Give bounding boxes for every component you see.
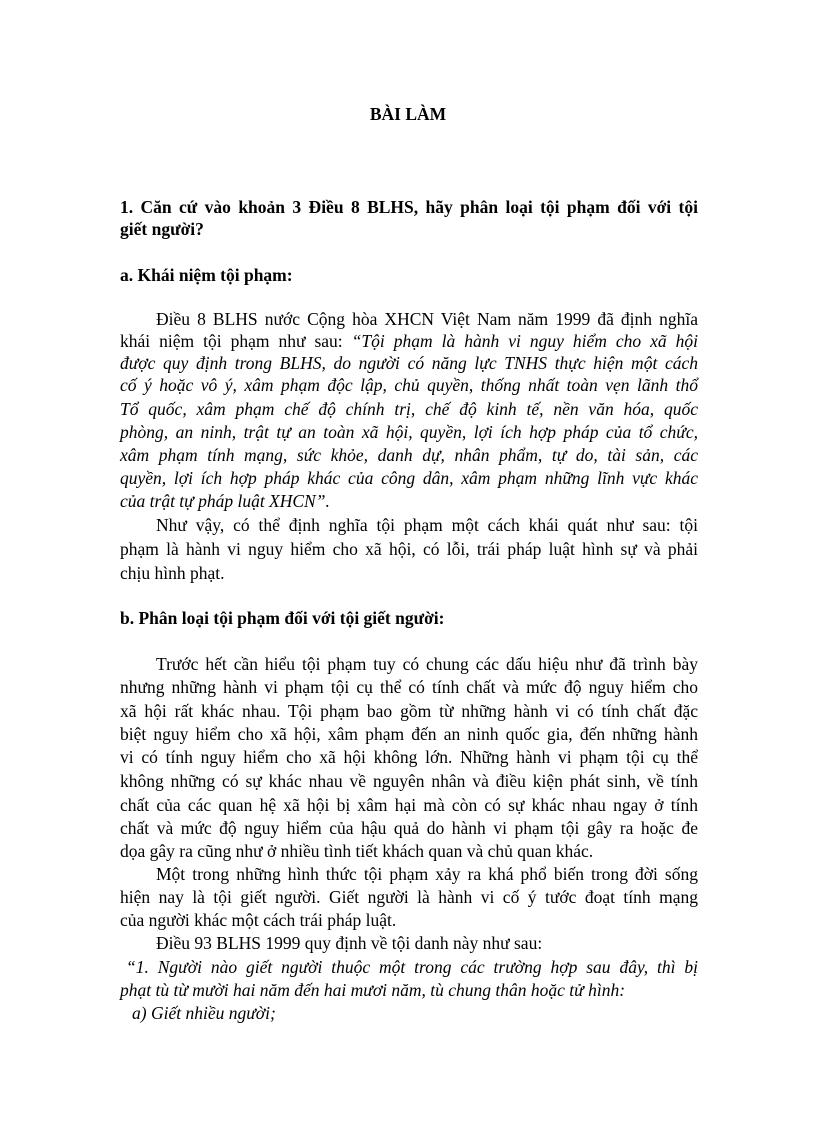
sec-b-p1-line-1: Trước hết cần hiểu tội phạm tuy có chung các dấu hiệu như đã trình bày — [156, 654, 698, 674]
sec-a-p1-line-1: Điều 8 BLHS nước Cộng hòa XHCN Việt Nam năm 1999 đã định nghĩa — [156, 309, 698, 329]
sec-b-p1-line-5: vi có tính nguy hiểm cho xã hội không lớn. Những hành vi phạm tội cụ thể — [120, 747, 698, 767]
sec-b-p1-line-8: chất và mức độ nguy hiểm của hậu quả do hành vi phạm tội gây ra hoặc đe — [120, 818, 698, 838]
sec-b-p1-line-6: không những có sự khác nhau về nguyên nhân và điều kiện phát sinh, về tính — [120, 771, 698, 791]
sec-b-p1-line-9: dọa gây ra cũng như ở nhiều tình tiết khách quan và chủ quan khác. — [120, 841, 594, 861]
sec-a-p2-line-3: chịu hình phạt. — [120, 563, 225, 583]
quote-line-2: phạt tù từ mười hai năm đến hai mươi năm, tù chung thân hoặc tử hình: — [120, 980, 626, 1000]
sec-a-p1-line-5: Tổ quốc, xâm phạm chế độ chính trị, chế độ kinh tế, nền văn hóa, quốc — [120, 399, 698, 419]
sec-a-p2-line-2: phạm là hành vi nguy hiểm cho xã hội, có lỗi, trái pháp luật hình sự và phải — [120, 539, 698, 559]
sec-a-p1-line-3: được quy định trong BLHS, do người có năng lực TNHS thực hiện một cách — [120, 353, 698, 373]
sec-b-p1-line-3: xã hội rất khác nhau. Tội phạm bao gồm từ những hành vi có tính chất đặc — [120, 701, 698, 721]
sec-a-p1-line-6: phòng, an ninh, trật tự an toàn xã hội, quyền, lợi ích hợp pháp của tổ chức, — [120, 422, 698, 442]
sec-a-p1-line-7: xâm phạm tính mạng, sức khỏe, danh dự, nhân phẩm, tự do, tài sản, các — [120, 445, 698, 465]
sec-a-p1-line-2: khái niệm tội phạm như sau: “Tội phạm là hành vi nguy hiểm cho xã hội — [120, 331, 699, 351]
question-heading-line-2: giết người? — [120, 219, 204, 239]
sec-a-p1-line-9: của trật tự pháp luật XHCN”. — [120, 491, 330, 511]
quote-line-3: a) Giết nhiều người; — [132, 1003, 276, 1023]
question-heading-line-1: 1. Căn cứ vào khoản 3 Điều 8 BLHS, hãy phân loại tội phạm đối với tội — [120, 197, 698, 217]
sec-b-p1-line-2: nhưng những hành vi phạm tội cụ thể có tính chất và mức độ nguy hiểm cho — [120, 677, 698, 697]
quote-line-1: “1. Người nào giết người thuộc một trong các trường hợp sau đây, thì bị — [126, 957, 698, 977]
sec-b-p2-line-3: của người khác một cách trái pháp luật. — [120, 910, 397, 930]
sec-b-p1-line-7: chất của các quan hệ xã hội bị xâm hại mà còn có sự khác nhau ngay ở tính — [120, 795, 698, 815]
sec-b-p3: Điều 93 BLHS 1999 quy định về tội danh này như sau: — [156, 933, 543, 953]
section-b-heading: b. Phân loại tội phạm đối với tội giết người: — [120, 608, 445, 628]
page-title: BÀI LÀM — [369, 104, 447, 124]
section-a-heading: a. Khái niệm tội phạm: — [120, 265, 293, 285]
sec-b-p2-line-2: hiện nay là tội giết người. Giết người là hành vi cố ý tước đoạt tính mạng — [120, 887, 698, 907]
sec-a-p2-line-1: Như vậy, có thể định nghĩa tội phạm một cách khái quát như sau: tội — [156, 515, 698, 535]
sec-b-p2-line-1: Một trong những hình thức tội phạm xảy ra khá phổ biến trong đời sống — [156, 864, 698, 884]
sec-a-p1-line-8: quyền, lợi ích hợp pháp khác của công dân, xâm phạm những lĩnh vực khác — [120, 468, 698, 488]
sec-b-p1-line-4: biệt nguy hiểm cho xã hội, xâm phạm đến an ninh quốc gia, đến những hành — [120, 724, 698, 744]
sec-a-p1-line-4: cố ý hoặc vô ý, xâm phạm độc lập, chủ quyền, thống nhất toàn vẹn lãnh thổ — [120, 375, 698, 395]
